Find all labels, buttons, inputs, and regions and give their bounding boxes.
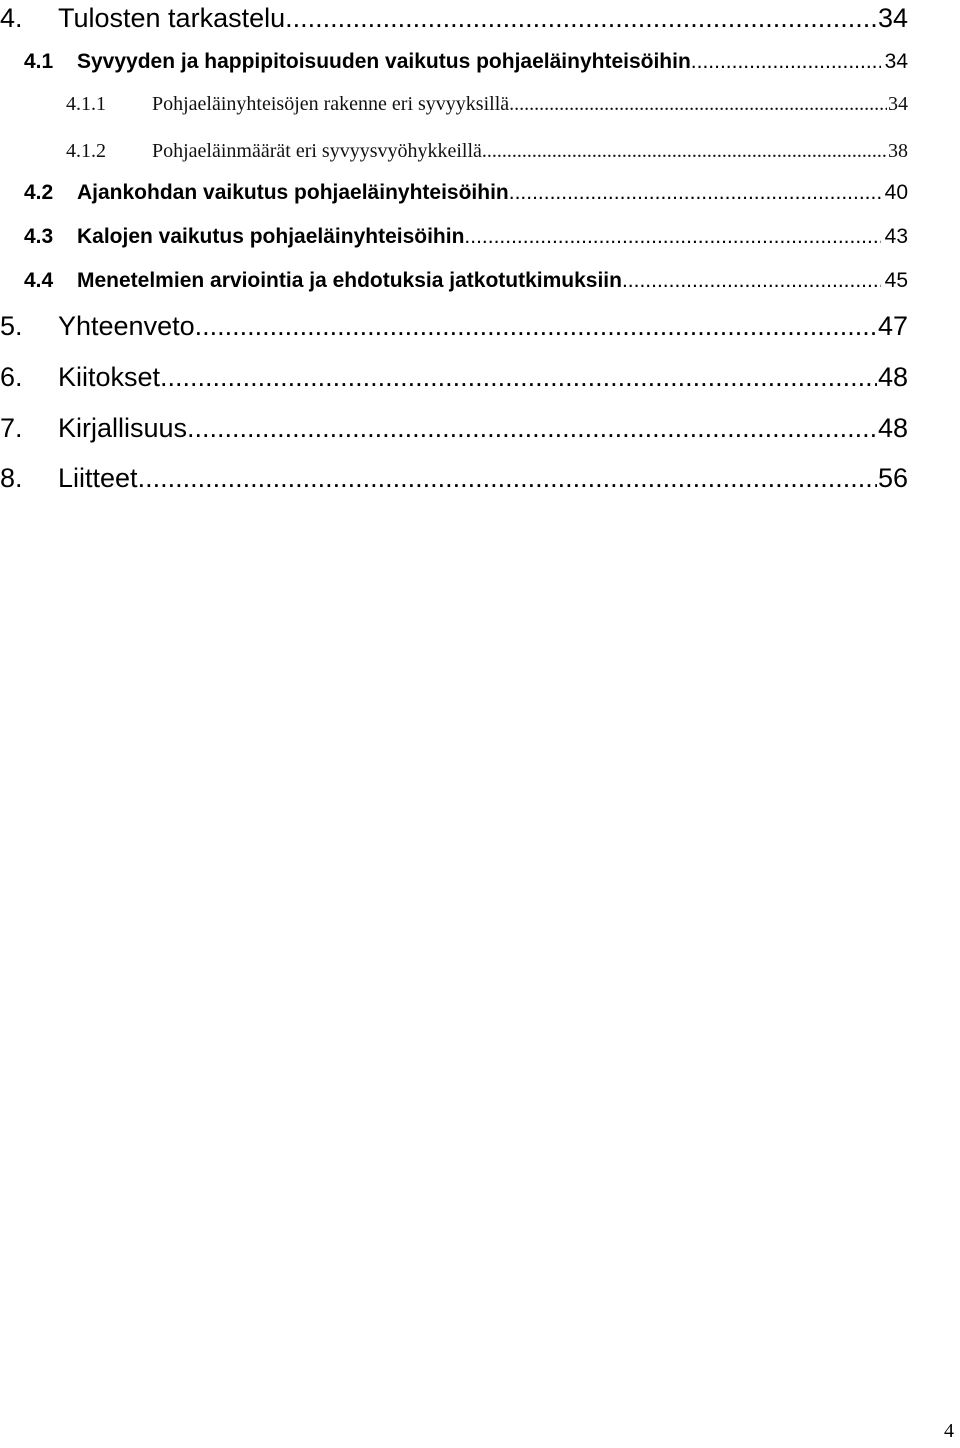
toc-title: Liitteet xyxy=(58,463,138,493)
toc-number: 7. xyxy=(0,413,23,443)
toc-entry-4-3[interactable] xyxy=(24,222,908,252)
toc-number: 5. xyxy=(0,311,23,341)
toc-page-number: 48 xyxy=(877,413,908,443)
page-number: 4 xyxy=(944,1420,954,1442)
toc-entry-4[interactable] xyxy=(0,0,908,36)
toc-title: Tulosten tarkastelu xyxy=(58,3,286,33)
toc-page-number: 34 xyxy=(888,93,908,115)
toc-page-number: 48 xyxy=(877,362,908,392)
toc-number: 8. xyxy=(0,463,23,493)
toc-leader-dots xyxy=(195,308,877,344)
toc-entry-4-1-1[interactable] xyxy=(66,89,908,119)
toc-title: Yhteenveto xyxy=(58,311,195,341)
toc-entry-4-1[interactable] xyxy=(24,47,908,77)
toc-page-number: 43 xyxy=(884,225,908,248)
toc-leader-dots xyxy=(138,460,877,496)
toc-number: 4.1.2 xyxy=(66,140,106,162)
toc-page-number: 34 xyxy=(884,50,908,73)
toc-entry-4-2[interactable] xyxy=(24,178,908,208)
toc-page-number: 56 xyxy=(877,463,908,493)
toc-title: Kiitokset xyxy=(58,362,161,392)
toc-page-number: 47 xyxy=(877,311,908,341)
toc-leader-dots xyxy=(622,266,881,296)
toc-title: Ajankohdan vaikutus pohjaeläinyhteisöihin xyxy=(77,181,509,204)
toc-leader-dots xyxy=(285,0,877,36)
toc-page-number: 40 xyxy=(884,181,908,204)
toc-title: Pohjaeläinmäärät eri syvyysvyöhykkeillä xyxy=(152,140,482,162)
toc-leader-dots xyxy=(509,89,887,119)
toc-entry-4-4[interactable] xyxy=(24,266,908,296)
toc-entry-4-1-2[interactable] xyxy=(66,136,908,166)
toc-entry-5[interactable] xyxy=(0,308,908,344)
toc-page-number: 38 xyxy=(888,140,908,162)
toc-title: Pohjaeläinyhteisöjen rakenne eri syvyyksillä xyxy=(152,93,510,115)
toc-leader-dots xyxy=(187,410,877,446)
toc-title: Syvyyden ja happipitoisuuden vaikutus pohjaeläinyhteisöihin xyxy=(77,50,691,73)
toc-entry-8[interactable] xyxy=(0,460,908,496)
toc-page-number: 34 xyxy=(877,3,908,33)
toc-leader-dots xyxy=(509,178,881,208)
toc-leader-dots xyxy=(160,359,877,395)
toc-page-number: 45 xyxy=(884,269,908,292)
toc-number: 4.2 xyxy=(24,181,54,204)
toc-number: 4. xyxy=(0,3,23,33)
toc-number: 4.3 xyxy=(24,225,54,248)
toc-title: Kirjallisuus xyxy=(58,413,188,443)
toc-number: 6. xyxy=(0,362,23,392)
toc-leader-dots xyxy=(464,222,880,252)
toc-entry-6[interactable] xyxy=(0,359,908,395)
toc-leader-dots xyxy=(691,47,881,77)
toc-number: 4.1 xyxy=(24,50,54,73)
toc-title: Menetelmien arviointia ja ehdotuksia jatkotutkimuksiin xyxy=(77,269,622,292)
toc-number: 4.1.1 xyxy=(66,93,106,115)
toc-leader-dots xyxy=(482,136,887,166)
toc-entry-7[interactable] xyxy=(0,410,908,446)
toc-title: Kalojen vaikutus pohjaeläinyhteisöihin xyxy=(77,225,465,248)
toc-number: 4.4 xyxy=(24,269,54,292)
